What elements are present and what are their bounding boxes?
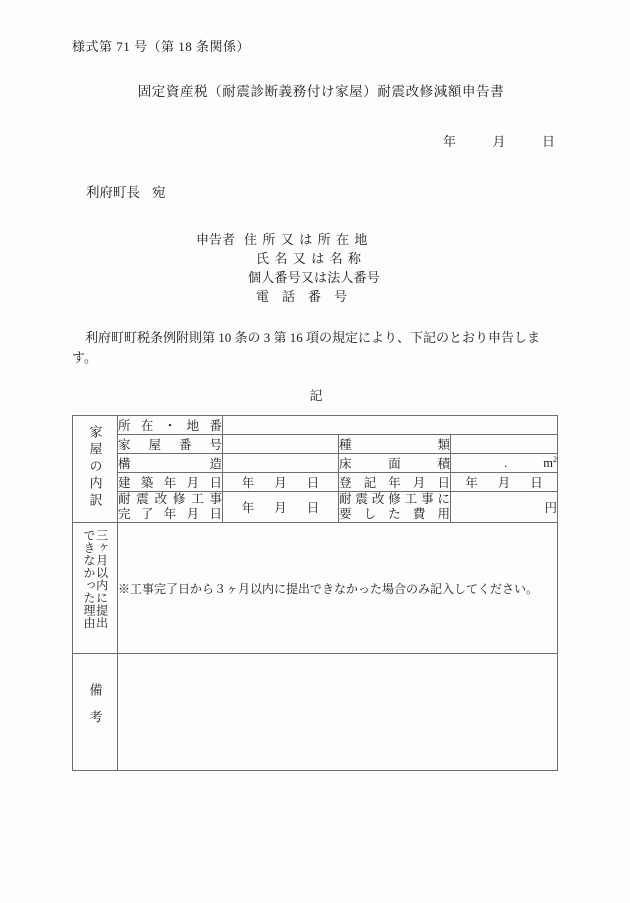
floor-area-unit-superscript: 2 xyxy=(553,454,558,464)
reason-label-pair xyxy=(73,523,117,653)
build-date-day: 日 xyxy=(306,476,320,490)
declarant-number-label: 個人番号又は法人番号 xyxy=(248,270,381,285)
addressee-name: 利府町長 xyxy=(86,185,140,200)
reason-note: ※工事完了日から３ヶ月以内に提出できなかった場合のみ記入してください。 xyxy=(118,581,539,596)
location-label: 所在・地番 xyxy=(118,416,223,435)
addressee-suffix: 宛 xyxy=(152,185,166,200)
reason-value-cell[interactable] xyxy=(118,523,558,654)
ki-marker: 記 xyxy=(309,388,323,403)
date-line xyxy=(443,131,555,150)
house-details-label: 家屋の内訳 xyxy=(87,424,103,510)
floor-area-label: 床面積 xyxy=(339,454,451,473)
date-day-label: 日 xyxy=(541,134,555,149)
addressee-line xyxy=(86,181,166,201)
retrofit-cost-label xyxy=(339,492,451,523)
retrofit-date-month: 月 xyxy=(274,501,287,515)
declarant-address-row xyxy=(196,230,380,249)
declarant-tag: 申告者 xyxy=(196,232,236,247)
declaration-table xyxy=(72,415,558,771)
declarant-block xyxy=(196,230,380,306)
date-year-label: 年 xyxy=(442,134,456,149)
table-row-structure xyxy=(73,454,558,473)
registration-date-day: 日 xyxy=(530,476,543,490)
table-row-reason xyxy=(73,523,558,654)
table-row-remarks xyxy=(73,654,558,771)
reason-label-right: 三ヶ月以内に提出 xyxy=(94,529,109,629)
declarant-address-label: 住所又は所在地 xyxy=(244,232,373,247)
retrofit-cost-value[interactable] xyxy=(451,492,558,523)
cost-unit: 円 xyxy=(544,501,558,515)
retrofit-date-day: 日 xyxy=(306,501,320,515)
registration-date-month: 月 xyxy=(497,476,511,490)
remarks-value-cell[interactable] xyxy=(118,654,558,771)
declarant-phone-label: 電話番号 xyxy=(256,289,361,304)
retrofit-completion-label xyxy=(118,492,223,523)
remarks-label: 備考 xyxy=(87,683,103,737)
body-paragraph: 利府町町税条例附則第 10 条の 3 第 16 項の規定により、下記のとおり申告します。 xyxy=(72,330,541,365)
retrofit-date-year: 年 xyxy=(241,501,255,515)
declarant-name-label: 氏名又は名称 xyxy=(256,251,367,266)
declarant-phone-row xyxy=(196,287,380,306)
floor-area-decimal-point: . xyxy=(504,456,508,471)
build-date-month: 月 xyxy=(274,476,287,490)
floor-area-unit: m xyxy=(543,456,554,471)
retrofit-completion-label-line1: 耐震改修工事 xyxy=(118,492,222,506)
date-month-label: 月 xyxy=(492,134,506,149)
table-row-house-number xyxy=(73,435,558,454)
reason-label-left: できなかった理由 xyxy=(82,529,96,629)
kind-value[interactable] xyxy=(451,435,558,454)
floor-area-value[interactable] xyxy=(451,454,558,473)
retrofit-completion-value[interactable] xyxy=(223,492,339,523)
structure-value[interactable] xyxy=(223,454,339,473)
location-value[interactable] xyxy=(223,416,558,435)
declarant-number-row xyxy=(196,268,380,287)
remarks-label-cell xyxy=(73,654,118,771)
form-number: 様式第 71 号（第 18 条関係） xyxy=(72,39,251,54)
build-date-value[interactable] xyxy=(223,473,339,492)
kind-label: 種類 xyxy=(339,435,451,454)
table-row-location xyxy=(73,416,558,435)
build-date-year: 年 xyxy=(241,476,255,490)
declarant-name-row xyxy=(196,249,380,268)
retrofit-cost-label-line1: 耐震改修工事に xyxy=(339,492,450,506)
registration-date-year: 年 xyxy=(465,476,478,490)
retrofit-completion-label-line2: 完了年月日 xyxy=(118,507,222,521)
table-row-retrofit xyxy=(73,492,558,523)
house-details-label-cell xyxy=(73,416,118,523)
registration-date-value[interactable] xyxy=(451,473,558,492)
page-title: 固定資産税（耐震診断義務付け家屋）耐震改修減額申告書 xyxy=(137,84,505,99)
house-number-label: 家屋番号 xyxy=(118,435,223,454)
table-row-build-date xyxy=(73,473,558,492)
build-date-label: 建築年月日 xyxy=(118,473,223,492)
registration-date-label: 登記年月日 xyxy=(339,473,451,492)
structure-label: 構造 xyxy=(118,454,223,473)
house-number-value[interactable] xyxy=(223,435,339,454)
reason-label-cell xyxy=(73,523,118,654)
retrofit-cost-label-line2: 要した費用 xyxy=(339,507,450,521)
